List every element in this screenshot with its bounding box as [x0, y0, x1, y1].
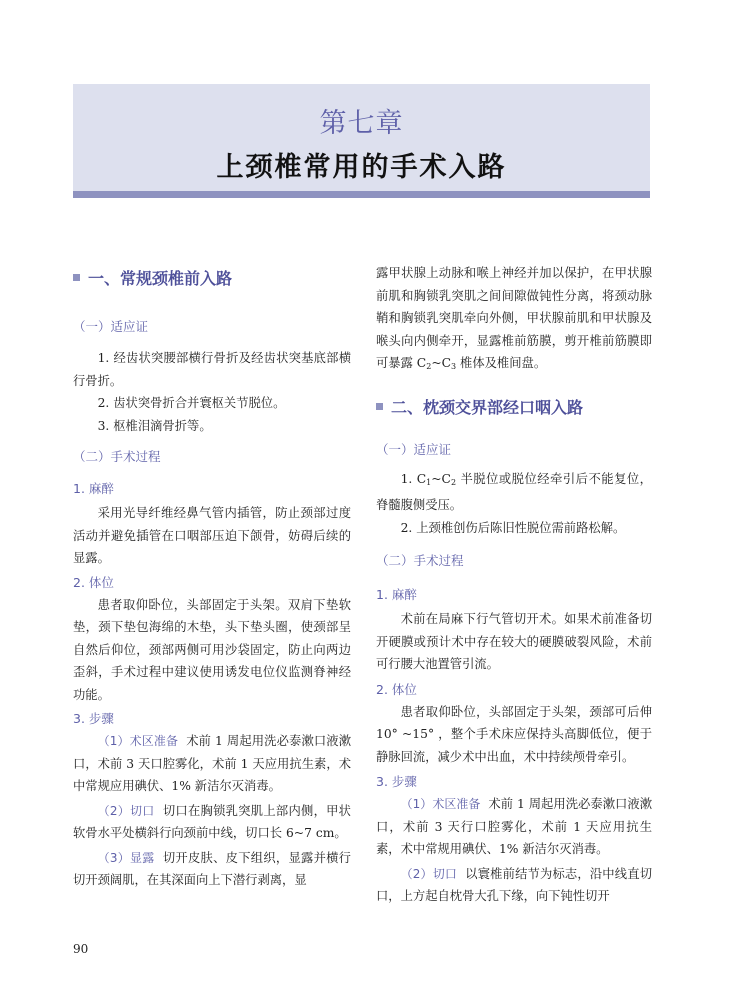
- indication-item: 1. 经齿状突腰部横行骨折及经齿状突基底部横行骨折。: [73, 351, 351, 388]
- step-1-label: （1）术区准备: [97, 734, 179, 748]
- continued-text: 露甲状腺上动脉和喉上神经并加以保护，在甲状腺前肌和胸锁乳突肌之间间隙做钝性分离，将颈动脉鞘和胸锁乳突肌牵向外侧，甲状腺前肌和甲状腺及喉头向内侧牵开，显露椎前筋膜，剪开椎前筋膜即可暴露 $C_2\sim C_3$ 椎体及椎间盘。: [376, 266, 652, 371]
- bullet-square-icon: [73, 274, 80, 281]
- page-number: 90: [73, 942, 89, 956]
- step-2-text: 以寰椎前结节为标志，沿中线直切口，上方起自枕骨大孔下缘，向下钝性切开: [376, 866, 652, 903]
- step-1-text: 术前 1 周起用洗必泰漱口液漱口，术前 3 天行口腔雾化，术前 1 天应用抗生素，术中常规用碘伏、1% 新洁尔灭消毒。: [376, 797, 652, 856]
- step-heading-position: 2. 体位: [73, 574, 114, 590]
- step-2: [73, 800, 351, 845]
- indication-item: 2. 齿状突骨折合并寰枢关节脱位。: [97, 396, 286, 410]
- section-heading-1: 一、常规颈椎前入路: [73, 266, 351, 289]
- step-2: [376, 863, 652, 908]
- step-3: [73, 847, 351, 892]
- step-2-label: （2）切口: [400, 866, 458, 881]
- chapter-header-bar: [73, 191, 650, 198]
- step-1: [73, 730, 351, 798]
- step-heading-anesthesia: 1. 麻醉: [73, 481, 114, 496]
- step-heading-steps: 3. 步骤: [73, 711, 114, 726]
- step-3-label: （3）显露: [97, 850, 155, 865]
- step-1-text: 术前 1 周起用洗必泰漱口液漱口，术前 3 天口腔雾化，术前 1 天应用抗生素，术中常规应用碘伏、1% 新洁尔灭消毒。: [73, 734, 351, 793]
- section-heading-2: 二、枕颈交界部经口咽入路: [376, 395, 652, 418]
- chapter-title: 上颈椎常用的手术入路: [216, 152, 507, 183]
- step-heading-steps: 3. 步骤: [376, 774, 417, 789]
- indication-item: 1. $C_1\sim C_2$ 半脱位或脱位经牵引后不能复位，脊髓腹侧受压。: [376, 471, 652, 512]
- bullet-square-icon: [376, 403, 383, 410]
- step-1-label: （1）术区准备: [400, 797, 481, 811]
- step-1: [376, 793, 652, 861]
- step-2-text: 切口在胸锁乳突肌上部内侧，甲状软骨水平处横斜行向颈前中线，切口长 6~7 cm。: [73, 803, 351, 840]
- position-text: 患者取仰卧位，头部固定于头架。双肩下垫软垫，颈下垫包海绵的木垫，头下垫头圈，使颈部呈自然后仰位，颈部两侧可用沙袋固定，防止向两边歪斜，手术过程中建议使用诱发电位仪监测脊神经功能。: [73, 597, 351, 702]
- indication-item: 2. 上颈椎创伤后陈旧性脱位需前路松解。: [400, 520, 626, 535]
- position-text: 患者取仰卧位，头部固定于头架，颈部可后伸 10° ~15° ，整个手术床应保持头高脚低位，便于静脉回流，减少术中出血，术中持续颅骨牵引。: [376, 704, 652, 764]
- subsection-indications: （一）适应证: [376, 441, 452, 457]
- subsection-indications: （一）适应证: [73, 319, 149, 334]
- chapter-number: 第七章: [319, 108, 404, 139]
- left-column: [73, 258, 351, 892]
- step-heading-position: 2. 体位: [376, 681, 417, 697]
- step-2-label: （2）切口: [97, 803, 155, 818]
- right-column: [376, 262, 652, 908]
- indication-item: 3. 枢椎泪滴骨折等。: [97, 418, 212, 433]
- step-heading-anesthesia: 1. 麻醉: [376, 587, 417, 602]
- anesthesia-text: 术前在局麻下行气管切开术。如果术前准备切开硬膜或预计术中存在较大的硬膜破裂风险，术前可行腰大池置管引流。: [376, 612, 652, 671]
- step-3-text: 切开皮肤、皮下组织，显露并横行切开颈阔肌，在其深面向上下潜行剥离，显: [73, 850, 351, 887]
- subsection-procedure: （二）手术过程: [376, 553, 464, 568]
- anesthesia-text: 采用光导纤维经鼻气管内插管，防止颈部过度活动并避免插管在口咽部压迫下颌骨，妨碍后续的显露。: [73, 506, 351, 565]
- subsection-procedure: （二）手术过程: [73, 449, 161, 464]
